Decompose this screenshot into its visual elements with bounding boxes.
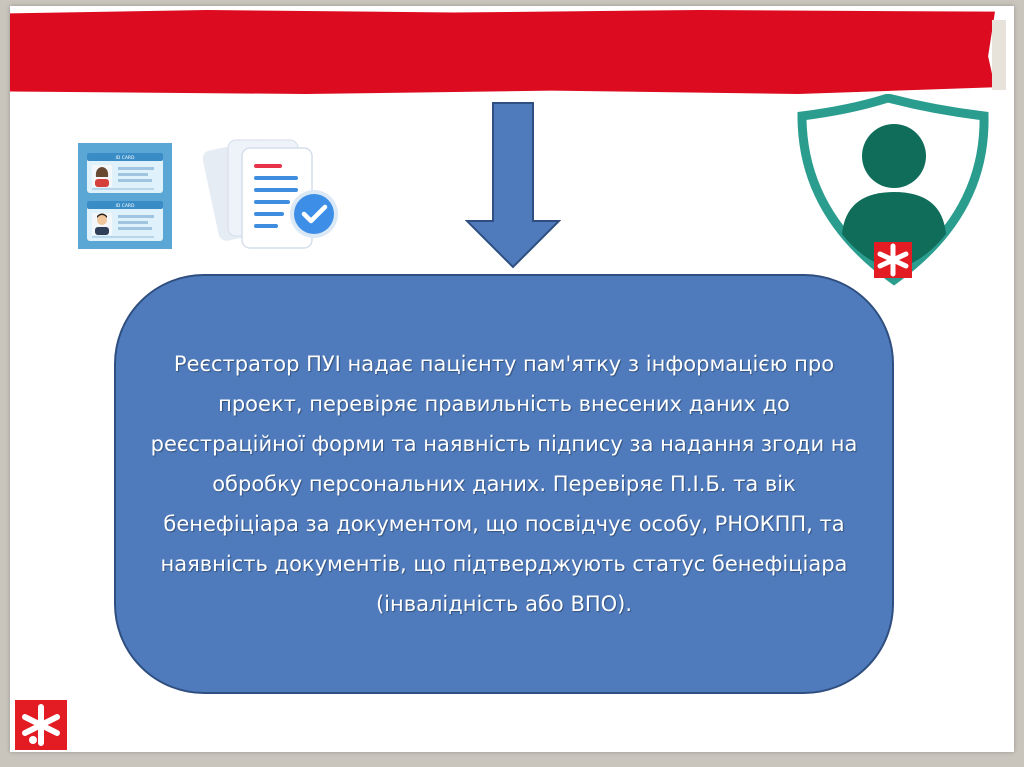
red-header-banner [10,10,995,94]
id-card-label: ID CARD [115,204,135,209]
registrar-instructions-text: Реєстратор ПУІ надає пацієнту пам'ятку з інформацією про проект, перевіряє правильність внесених даних до реєстраційної форми та наявність підпису за надання згоди на обробку персональних даних. Перевіряє П.І.Б. та вік бенефіціара за документом, що посвідчує особу, РНОКПП, та наявність документів, що підтверджують статус бенефіціара (інвалідність або ВПО). [150,352,858,616]
medical-cross-logo [15,700,67,752]
slide [10,6,1014,752]
documents-check-icon [202,130,342,258]
info-text-box [114,274,894,694]
user-shield-icon [794,94,1000,294]
medical-cross-logo [874,242,912,278]
down-arrow-icon [465,101,561,273]
id-cards-icon [78,143,172,253]
banner-paper-edge [992,20,1006,90]
id-card-label: ID CARD [115,156,135,161]
